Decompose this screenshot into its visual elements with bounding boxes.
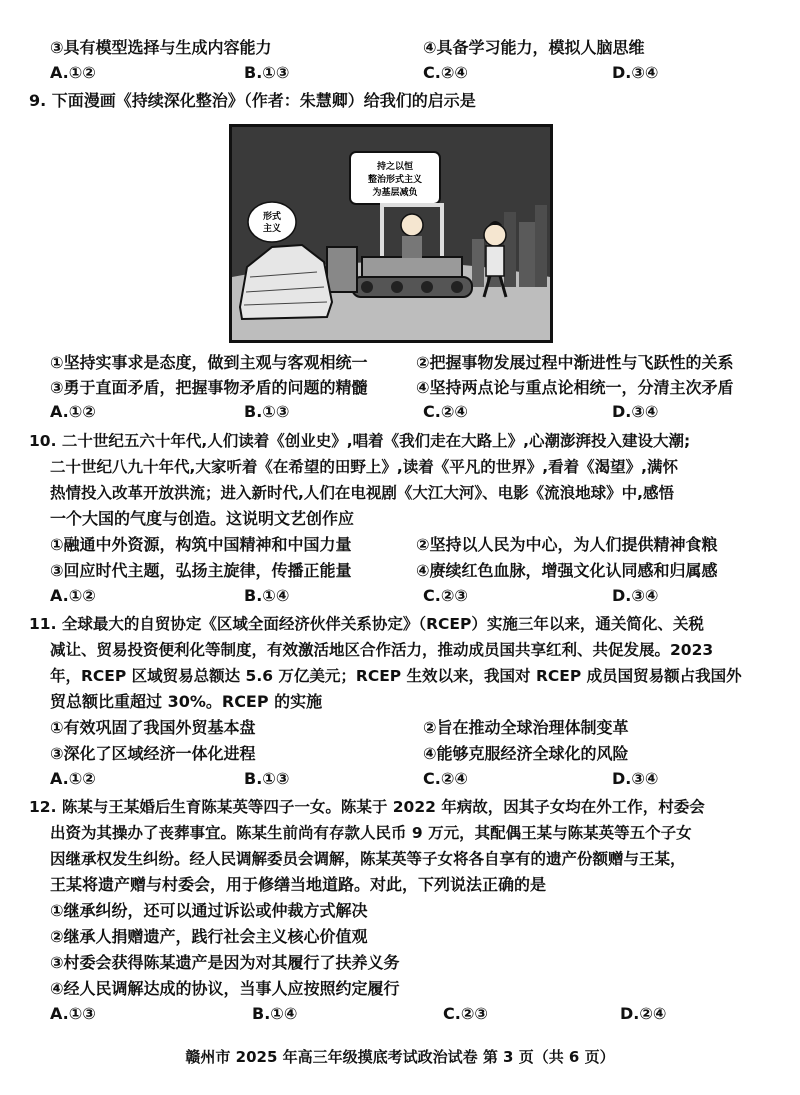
q12-stem-line-3: 因继承权发生纠纷。经人民调解委员会调解，陈某英等子女将各自享有的遗产份额赠与王某， — [50, 850, 686, 868]
q11-stem-line-2: 减让、贸易投资便利化等制度，有效激活地区合作活力，推动成员国共享红利、共促发展。2023 — [50, 641, 714, 659]
q11-statement-4: ④能够克服经济全球化的风险 — [423, 744, 629, 763]
cartoon-pile-label-2: 主义 — [262, 224, 282, 234]
q10-statement-1: ①融通中外资源，构筑中国精神和中国力量 — [50, 535, 352, 554]
q10-option-c: C.②③ — [423, 586, 468, 605]
q11-stem-line-4: 贸总额比重超过 30%。RCEP 的实施 — [50, 692, 323, 711]
q8-option-c: C.②④ — [423, 63, 468, 82]
q10-stem-line-2: 二十世纪八九十年代,大家听着《在希望的田野上》,读着《平凡的世界》,看着《渴望》,满怀 — [50, 458, 679, 476]
page-footer: 赣州市 2025 年高三年级摸底考试政治试卷 第 3 页（共 6 页） — [185, 1048, 615, 1066]
q12-option-b: B.①④ — [252, 1004, 298, 1023]
cartoon-sign-line-3: 为基层减负 — [372, 188, 418, 198]
q11-stem-line-1: 11. 全球最大的自贸协定《区域全面经济伙伴关系协定》（RCEP）实施三年以来，通关简化、关税 — [29, 615, 704, 633]
q11-statement-2: ②旨在推动全球治理体制变革 — [423, 718, 629, 737]
q12-statement-3: ③村委会获得陈某遗产是因为对其履行了扶养义务 — [50, 953, 400, 972]
q12-option-d: D.②④ — [620, 1004, 667, 1023]
cartoon-image — [229, 124, 553, 343]
q11-statement-3: ③深化了区域经济一体化进程 — [50, 744, 256, 763]
q12-statement-4: ④经人民调解达成的协议，当事人应按照约定履行 — [50, 979, 400, 998]
cartoon-sign-line-2: 整治形式主义 — [367, 175, 423, 185]
q9-statement-1: ①坚持实事求是态度，做到主观与客观相统一 — [50, 353, 368, 372]
q8-option-a: A.①② — [50, 63, 96, 82]
cartoon-drawing — [232, 127, 550, 340]
q8-statement-4: ④具备学习能力，模拟人脑思维 — [423, 38, 645, 57]
q11-option-d: D.③④ — [612, 769, 659, 788]
cartoon-sign-line-1: 持之以恒 — [376, 162, 414, 172]
q9-option-a: A.①② — [50, 402, 96, 421]
q12-option-c: C.②③ — [443, 1004, 488, 1023]
q9-option-d: D.③④ — [612, 402, 659, 421]
q12-statement-2: ②继承人捐赠遗产，践行社会主义核心价值观 — [50, 927, 368, 946]
q9-stem: 9. 下面漫画《持续深化整治》（作者：朱慧卿）给我们的启示是 — [29, 91, 476, 110]
q8-option-b: B.①③ — [244, 63, 290, 82]
q10-stem-line-4: 一个大国的气度与创造。这说明文艺创作应 — [50, 509, 355, 528]
q10-option-b: B.①④ — [244, 586, 290, 605]
q9-option-c: C.②④ — [423, 402, 468, 421]
q11-option-b: B.①③ — [244, 769, 290, 788]
q10-stem-line-3: 热情投入改革开放洪流；进入新时代,人们在电视剧《大江大河》、电影《流浪地球》中,感悟 — [50, 484, 675, 502]
q9-statement-4: ④坚持两点论与重点论相统一，分清主次矛盾 — [416, 378, 734, 397]
q11-option-a: A.①② — [50, 769, 96, 788]
q12-statement-1: ①继承纠纷，还可以通过诉讼或仲裁方式解决 — [50, 901, 368, 920]
q9-option-b: B.①③ — [244, 402, 290, 421]
q12-stem-line-4: 王某将遗产赠与村委会，用于修缮当地道路。对此，下列说法正确的是 — [50, 875, 547, 894]
q8-statement-3: ③具有模型选择与生成内容能力 — [50, 38, 272, 57]
q10-statement-2: ②坚持以人民为中心，为人们提供精神食粮 — [416, 535, 718, 554]
q10-statement-3: ③回应时代主题，弘扬主旋律，传播正能量 — [50, 561, 352, 580]
q12-stem-line-2: 出资为其操办了丧葬事宜。陈某生前尚有存款人民币 9 万元，其配偶王某与陈某英等五个子女 — [50, 824, 692, 842]
q9-statement-2: ②把握事物发展过程中渐进性与飞跃性的关系 — [416, 353, 734, 372]
q11-option-c: C.②④ — [423, 769, 468, 788]
q11-stem-line-3: 年，RCEP 区域贸易总额达 5.6 万亿美元；RCEP 生效以来，我国对 RCEP 成员国贸易额占我国外 — [50, 667, 742, 685]
q10-option-a: A.①② — [50, 586, 96, 605]
q10-statement-4: ④赓续红色血脉，增强文化认同感和归属感 — [416, 561, 718, 580]
q11-statement-1: ①有效巩固了我国外贸基本盘 — [50, 718, 256, 737]
q10-option-d: D.③④ — [612, 586, 659, 605]
q9-statement-3: ③勇于直面矛盾，把握事物矛盾的问题的精髓 — [50, 378, 368, 397]
q8-option-d: D.③④ — [612, 63, 659, 82]
q12-option-a: A.①③ — [50, 1004, 96, 1023]
cartoon-pile-label-1: 形式 — [262, 212, 282, 222]
q10-stem-line-1: 10. 二十世纪五六十年代,人们读着《创业史》,唱着《我们走在大路上》,心潮澎湃投入建设大潮; — [29, 432, 691, 450]
q12-stem-line-1: 12. 陈某与王某婚后生育陈某英等四子一女。陈某于 2022 年病故，因其子女均在外工作，村委会 — [29, 798, 705, 816]
